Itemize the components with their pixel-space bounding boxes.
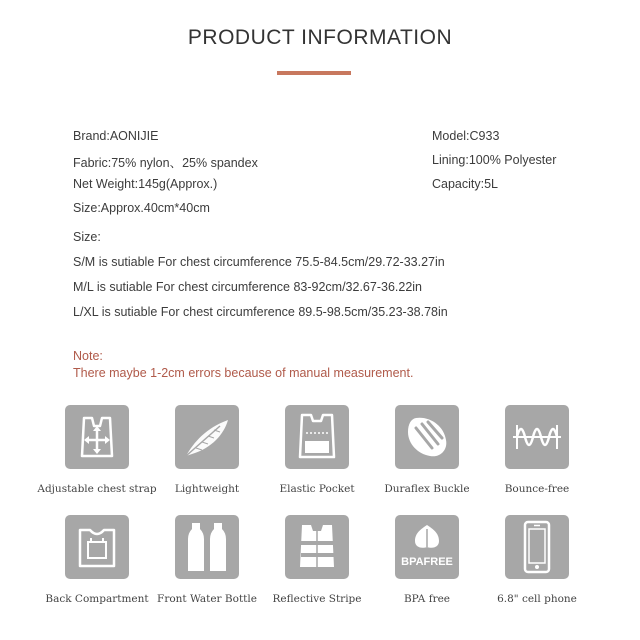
feature-label: Duraflex Buckle <box>384 483 470 495</box>
feature-label: Back Compartment <box>45 593 149 605</box>
feature-label: Elastic Pocket <box>279 483 355 495</box>
bpa-free-icon <box>399 519 455 575</box>
cell-phone-icon <box>517 519 557 575</box>
feature-bpa-free <box>367 515 487 605</box>
feature-bounce-free <box>477 405 597 495</box>
feature-label: 6.8" cell phone <box>497 593 577 605</box>
title-underline <box>277 71 351 75</box>
feature-cell-phone <box>477 515 597 605</box>
spec-size: Size:Approx.40cm*40cm <box>73 201 210 215</box>
size-heading: Size: <box>73 230 101 244</box>
feather-icon <box>180 412 234 462</box>
spec-net-weight: Net Weight:145g(Approx.) <box>73 177 218 191</box>
feature-front-water-bottle <box>147 515 267 605</box>
buckle-icon <box>402 412 452 462</box>
vest-pocket-icon <box>292 411 342 463</box>
size-line-ml: M/L is sutiable For chest circumference 83-92cm/32.67-36.22in <box>73 280 423 294</box>
feature-label: Bounce-free <box>504 483 570 495</box>
bpa-free-badge-text: BPAFREE <box>401 556 453 568</box>
feature-label: Adjustable chest strap <box>37 483 157 495</box>
spec-lining: Lining:100% Polyester <box>432 153 557 167</box>
spec-fabric: Fabric:75% nylon、25% spandex <box>73 156 258 170</box>
water-bottle-icon <box>182 519 232 575</box>
feature-lightweight <box>147 405 267 495</box>
feature-label: Front Water Bottle <box>157 593 257 605</box>
spec-model: Model:C933 <box>432 129 500 143</box>
feature-adjustable-chest-strap <box>37 405 157 495</box>
reflective-vest-icon <box>292 521 342 573</box>
size-line-sm: S/M is sutiable For chest circumference 75.5-84.5cm/29.72-33.27in <box>73 255 445 269</box>
note-label: Note: <box>73 349 103 363</box>
spec-capacity: Capacity:5L <box>432 177 499 191</box>
size-line-lxl: L/XL is sutiable For chest circumference 89.5-98.5cm/35.23-38.78in <box>73 305 448 319</box>
chest-strap-icon <box>72 412 122 462</box>
feature-elastic-pocket <box>257 405 377 495</box>
feature-back-compartment <box>37 515 157 605</box>
back-compartment-icon <box>72 522 122 572</box>
wave-icon <box>511 417 563 457</box>
feature-duraflex-buckle <box>367 405 487 495</box>
page-title: PRODUCT INFORMATION <box>187 26 453 49</box>
feature-reflective-stripe <box>257 515 377 605</box>
note-text: There maybe 1-2cm errors because of manual measurement. <box>73 366 414 380</box>
feature-label: Lightweight <box>174 483 240 495</box>
feature-label: BPA free <box>403 593 451 605</box>
feature-label: Reflective Stripe <box>272 593 362 605</box>
spec-brand: Brand:AONIJIE <box>73 129 159 143</box>
